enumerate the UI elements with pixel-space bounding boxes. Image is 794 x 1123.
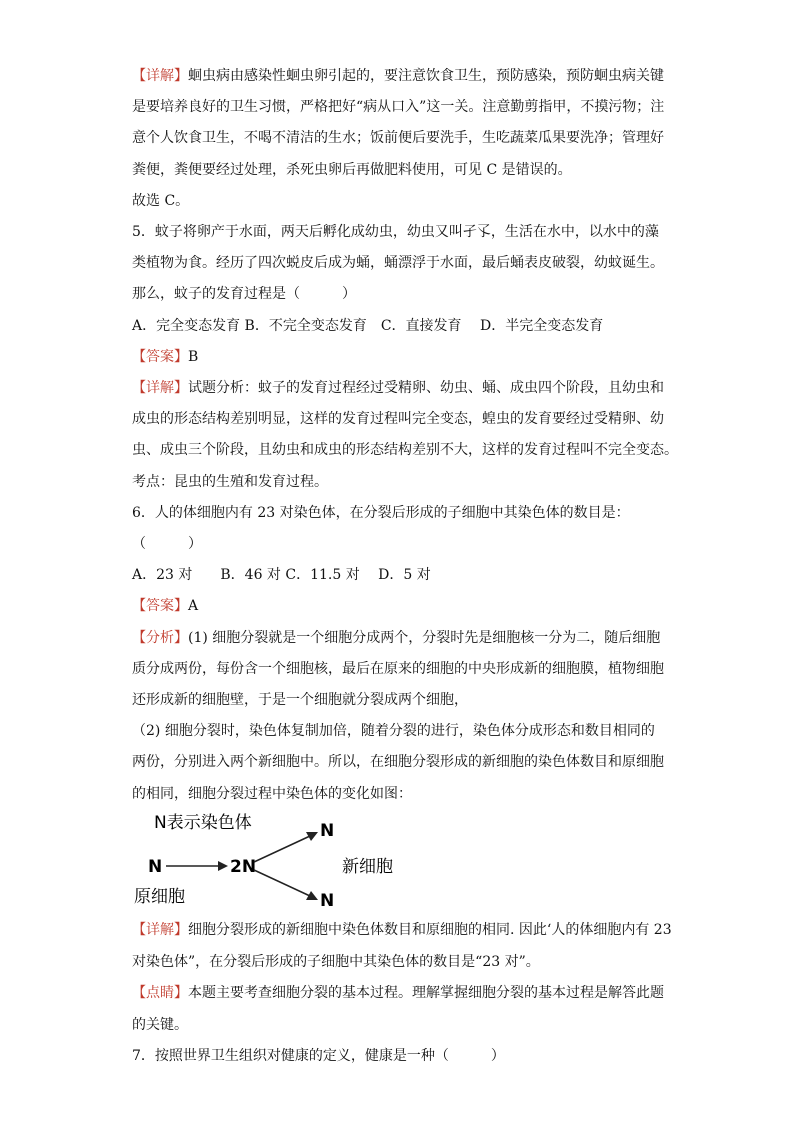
text-line: [132, 440, 678, 460]
line-text: 质分成两份，每份含一个细胞核，最后在原来的细胞的中央形成新的细胞膜，植物细胞: [132, 660, 664, 677]
section-tag: 【详解】: [132, 922, 188, 938]
line-text: 虫、成虫三个阶段，且幼虫和成虫的形态结构差别不大，这样的发育过程叫不完全变态。: [132, 442, 678, 459]
section-tag: 【详解】: [132, 380, 188, 396]
text-line: [132, 222, 659, 242]
line-text: B: [188, 348, 199, 365]
text-line: [132, 596, 198, 616]
line-text: 试题分析：蚊子的发育过程经过受精卵、幼虫、蛹、成虫四个阶段，且幼虫和: [188, 380, 664, 396]
line-text: 是要培养良好的卫生习惯，严格把好“病从口入”这一关。注意勤剪指甲，不摸污物；注: [132, 99, 665, 116]
line-text: 两份，分别进入两个新细胞中。所以，在细胞分裂形成的新细胞的染色体数目和原细胞: [132, 754, 664, 771]
section-tag: 【分析】: [132, 629, 188, 646]
chromosome-division-diagram: [132, 810, 432, 910]
line-text: 那么，蚊子的发育过程是（ ）: [132, 286, 356, 303]
diagram-start-label: 原细胞: [134, 887, 185, 907]
line-text: 粪便，粪便要经过处理，杀死虫卵后再做肥料使用，可见 C 是错误的。: [132, 161, 572, 178]
text-line: [132, 284, 356, 304]
diagram-end-label: 新细胞: [342, 857, 393, 877]
text-line: [132, 983, 664, 1003]
line-text: 6．人的体细胞内有 23 对染色体，在分裂后形成的子细胞中其染色体的数目是：: [132, 504, 630, 521]
line-text: 的关键。: [132, 1016, 188, 1033]
arrow-to-top-n: [254, 836, 310, 862]
line-text: 对染色体”，在分裂后形成的子细胞中其染色体的数目是“23 对”。: [132, 953, 540, 970]
line-text: （2) 细胞分裂时，染色体复制加倍，随着分裂的进行，染色体分成形态和数目相同的: [132, 723, 655, 740]
text-line: [132, 97, 664, 117]
text-line: [132, 347, 198, 367]
line-text: 考点：昆虫的生殖和发育过程。: [132, 473, 328, 490]
line-text: A．完全变态发育 B．不完全变态发育 C．直接发育 D．半完全变态发育: [132, 317, 604, 334]
line-text: (1) 细胞分裂就是一个细胞分成两个，分裂时先是细胞核一分为二，随后细胞: [188, 629, 661, 646]
line-text: 7．按照世界卫生组织对健康的定义，健康是一种（ ）: [132, 1048, 505, 1064]
text-line: [132, 690, 468, 710]
text-line: [132, 472, 328, 492]
arrow-to-2n-head: [218, 861, 228, 871]
line-text: 5．蚊子将卵产于水面，两天后孵化成幼虫，幼虫又叫孑孓，生活在水中，以水中的藻: [132, 224, 659, 240]
diagram-legend: N表示染色体: [154, 813, 252, 833]
line-text: 还形成新的细胞壁，于是一个细胞就分裂成两个细胞，: [132, 692, 468, 708]
text-line: [132, 160, 572, 180]
text-line: [132, 253, 664, 273]
diagram-middle-2n: 2N: [230, 857, 257, 877]
text-line: [132, 628, 660, 648]
text-line: [132, 378, 664, 398]
diagram-start-n: N: [148, 857, 163, 877]
text-line: [132, 565, 431, 585]
text-line: [132, 952, 540, 972]
line-text: 的相同，细胞分裂过程中染色体的变化如图：: [132, 785, 412, 802]
line-text: A．23 对 B．46 对 C．11.5 对 D．5 对: [132, 567, 431, 584]
section-tag: 【答案】: [132, 348, 188, 365]
text-line: [132, 409, 664, 429]
text-line: [132, 316, 603, 336]
line-text: A: [188, 598, 199, 615]
line-text: 细胞分裂形成的新细胞中染色体数目和原细胞的相同. 因此‘人的体细胞内有 23: [188, 922, 672, 938]
line-text: 意个人饮食卫生，不喝不清洁的生水；饭前便后要洗手，生吃蔬菜瓜果要洗净；管理好: [132, 130, 664, 147]
text-line: [132, 191, 189, 211]
line-text: 蛔虫病由感染性蛔虫卵引起的，要注意饮食卫生，预防感染，预防蛔虫病关键: [188, 68, 664, 84]
arrow-to-bottom-n: [254, 870, 310, 896]
text-line: [132, 1046, 505, 1066]
section-tag: 【详解】: [132, 68, 188, 84]
text-line: [132, 784, 412, 804]
section-tag: 【答案】: [132, 598, 188, 615]
line-text: （ ）: [132, 536, 202, 552]
text-line: [132, 534, 202, 554]
text-line: [132, 659, 664, 679]
text-line: [132, 128, 664, 148]
text-line: [132, 920, 672, 940]
line-text: 本题主要考查细胞分裂的基本过程。理解掌握细胞分裂的基本过程是解答此题: [188, 985, 664, 1001]
text-line: [132, 721, 655, 741]
diagram-end-top-n: N: [320, 821, 335, 841]
text-line: [132, 752, 664, 772]
text-line: [132, 503, 630, 523]
line-text: 成虫的形态结构差别明显，这样的发育过程叫完全变态，蝗虫的发育要经过受精卵、幼: [132, 411, 664, 428]
text-line: [132, 66, 664, 86]
text-line: [132, 1015, 188, 1035]
section-tag: 【点睛】: [132, 985, 188, 1001]
line-text: 故选 C。: [132, 192, 190, 209]
diagram-end-bottom-n: N: [320, 891, 335, 910]
line-text: 类植物为食。经历了四次蜕皮后成为蛹，蛹漂浮于水面，最后蛹表皮破裂，幼蚊诞生。: [132, 255, 664, 272]
